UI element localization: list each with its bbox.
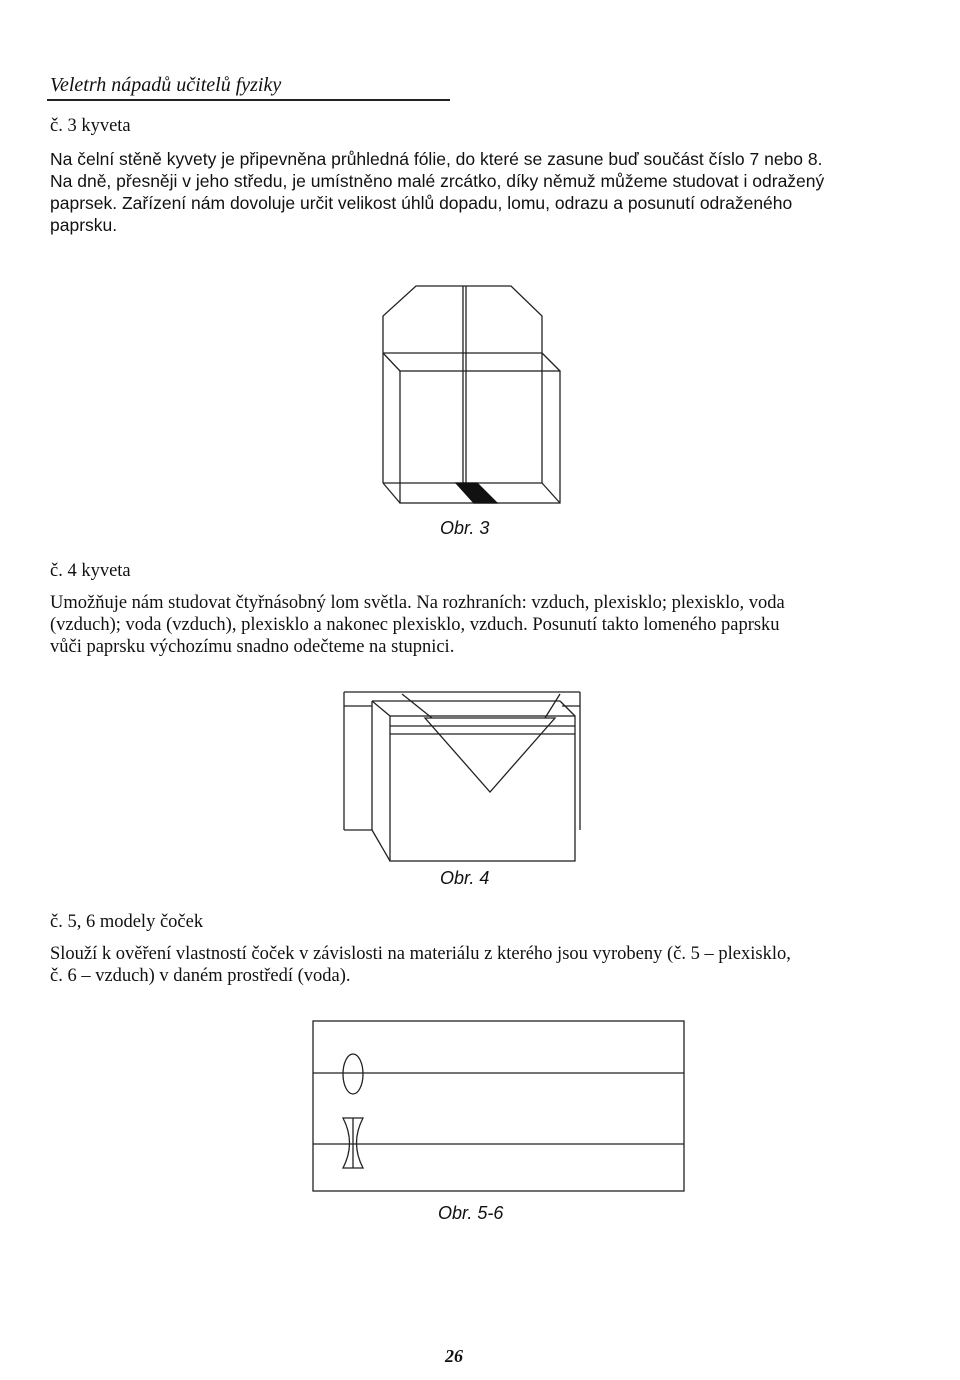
text-line: Umožňuje nám studovat čtyřnásobný lom světla. Na rozhraních: vzduch, plexisklo; plexisklo, voda <box>50 593 785 613</box>
figure-4-cuvette <box>340 688 585 863</box>
figure-caption-3: Obr. 3 <box>440 518 490 538</box>
convex-lens <box>343 1054 363 1094</box>
paragraph-kyveta-4 <box>50 592 890 658</box>
text-line: Slouží k ověření vlastností čoček v závislosti na materiálu z kterého jsou vyrobeny (č. 5 – plexisklo, <box>50 944 791 964</box>
paragraph-kyveta-3 <box>50 148 890 236</box>
prism-triangle <box>425 718 555 792</box>
water-tank <box>313 1021 684 1191</box>
section-heading-kyveta-3: č. 3 kyveta <box>50 116 131 136</box>
text-line: č. 6 – vzduch) v daném prostředí (voda). <box>50 966 351 986</box>
text-line: paprsku. <box>50 215 118 235</box>
text-line: vůči paprsku výchozímu snadno odečteme na stupnici. <box>50 637 455 657</box>
section-heading-kyveta-4: č. 4 kyveta <box>50 561 131 581</box>
mirror-shape <box>456 483 497 503</box>
figure-3-cuvette <box>380 283 570 513</box>
header-rule <box>47 99 450 101</box>
figure-5-6-lenses <box>310 1018 690 1194</box>
text-line: paprsek. Zařízení nám dovoluje určit velikost úhlů dopadu, lomu, odrazu a posunutí odraženého <box>50 193 793 213</box>
section-heading-lenses: č. 5, 6 modely čoček <box>50 912 204 932</box>
figure-caption-5-6: Obr. 5-6 <box>438 1203 504 1223</box>
paragraph-lenses <box>50 943 890 987</box>
page-number: 26 <box>445 1346 463 1366</box>
cuvette-front-face <box>390 716 575 861</box>
text-line: Na dně, přesněji v jeho středu, je umístněno malé zrcátko, díky němuž můžeme studovat i odražený <box>50 171 825 191</box>
text-line: Na čelní stěně kyvety je připevněna průhledná fólie, do které se zasune buď součást číslo 7 nebo 8. <box>50 149 823 169</box>
running-header: Veletrh nápadů učitelů fyziky <box>50 74 282 96</box>
text-line: (vzduch); voda (vzduch), plexisklo a nakonec plexisklo, vzduch. Posunutí takto lomeného paprsku <box>50 615 780 635</box>
figure-caption-4: Obr. 4 <box>440 868 490 888</box>
